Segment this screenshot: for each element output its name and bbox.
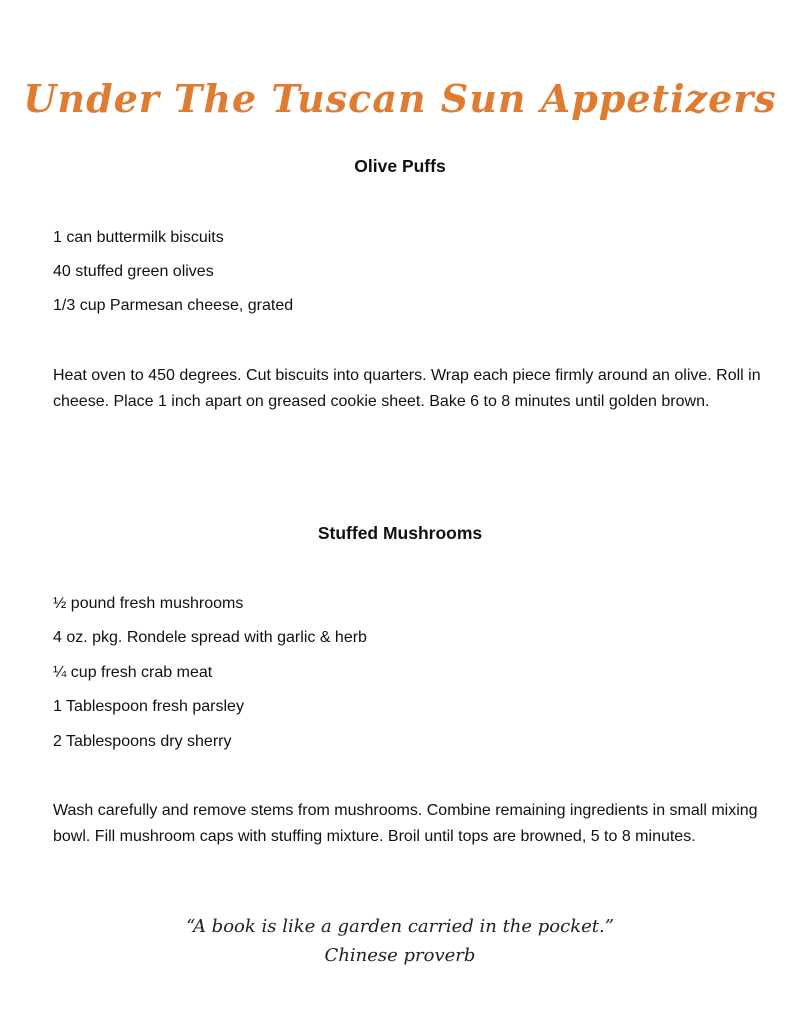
ingredient: ¼ cup fresh crab meat: [53, 664, 213, 681]
quote-attribution: Chinese proverb: [324, 945, 476, 966]
instructions: Heat oven to 450 degrees. Cut biscuits into quarters. Wrap each piece firmly around an olive. Roll in cheese. Place 1 inch apart on greased cookie sheet. Bake 6 to 8 minutes until golden brown.: [53, 367, 761, 410]
ingredient: 2 Tablespoons dry sherry: [53, 733, 232, 750]
ingredient: 1/3 cup Parmesan cheese, grated: [53, 297, 294, 314]
ingredient: 1 Tablespoon fresh parsley: [53, 698, 244, 715]
ingredient: 40 stuffed green olives: [53, 263, 214, 280]
ingredient: 1 can buttermilk biscuits: [53, 229, 224, 246]
recipe-title-olive-puffs: Olive Puffs: [354, 156, 446, 176]
recipe-title-stuffed-mushrooms: Stuffed Mushrooms: [317, 523, 483, 543]
quote-text: “A book is like a garden carried in the pocket.”: [186, 916, 614, 937]
ingredient: ½ pound fresh mushrooms: [53, 595, 244, 612]
ingredient: 4 oz. pkg. Rondele spread with garlic & herb: [53, 629, 367, 646]
instructions: Wash carefully and remove stems from mushrooms. Combine remaining ingredients in small mixing bowl. Fill mushroom caps with stuffing mixture. Broil until tops are browned, 5 to 8 minutes.: [53, 802, 758, 845]
page-title: Under The Tuscan Sun Appetizers: [23, 76, 777, 121]
